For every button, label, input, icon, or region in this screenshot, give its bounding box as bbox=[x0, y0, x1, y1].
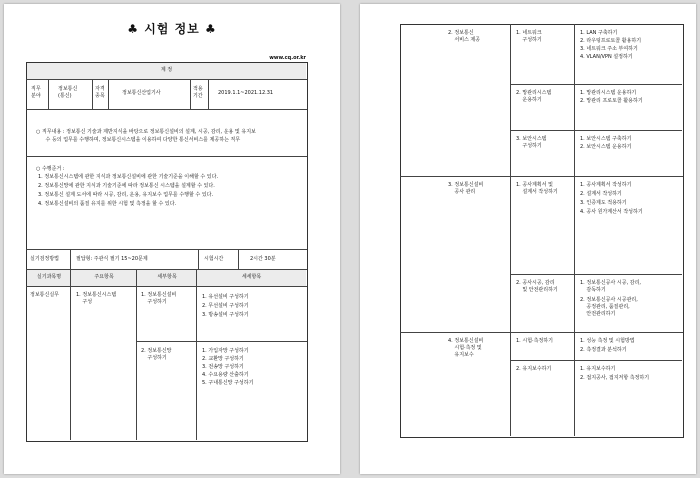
detail-item: 2. 정보통신공사 시공관리, 공정관리, 품질관리, 안전관리하기 bbox=[580, 297, 638, 317]
exam-info-table bbox=[26, 62, 308, 442]
detail-item: 1. 유지보수하기 bbox=[580, 366, 616, 372]
subject-name: 정보통신실무 bbox=[30, 292, 59, 298]
detail-item: 1. 공사계획서 작성하기 bbox=[580, 182, 632, 188]
right-page bbox=[360, 4, 696, 474]
criteria-title: ○ 수행준거 : bbox=[36, 166, 65, 172]
detail-item: 4. 공사 원가계산서 작성하기 bbox=[580, 209, 643, 215]
column-header: 세세항목 bbox=[241, 274, 262, 280]
page-title: ♣ 시험 정보 ♣ bbox=[127, 22, 217, 36]
sub-item: 1. 공사계획서 및 설계서 작성하기 bbox=[516, 182, 558, 195]
detail-item: 2. 무선설비 구성하기 bbox=[202, 303, 249, 309]
detail-item: 2. 라우팅프로토콜 활용하기 bbox=[580, 38, 642, 44]
detail-item: 3. 전송망 구성하기 bbox=[202, 364, 244, 370]
field-value: 정보통신 (통신) bbox=[58, 86, 78, 99]
exam-time-label: 시험시간 bbox=[204, 256, 224, 262]
detail-item: 1. 망관리시스템 운용하기 bbox=[580, 90, 637, 96]
sub-item: 3. 보안시스템 구성하기 bbox=[516, 136, 547, 149]
field-label: 직무 분야 bbox=[31, 86, 41, 99]
sub-item: 1. 시험·측정하기 bbox=[516, 338, 553, 344]
detail-item: 2. 교환망 구성하기 bbox=[202, 356, 244, 362]
job-summary: ○ 직무내용 : 정보통신 기술과 제반지식을 바탕으로 정보통신설비의 설계, 시공, 감리, 운용 및 유지보 수 등의 업무를 수행하며, 정보통신시스템을 이용하여 다양한 통신서비스를 제공하는 직무 bbox=[36, 129, 256, 143]
site-url: www.cq.or.kr bbox=[269, 55, 306, 61]
column-header: 주요항목 bbox=[94, 274, 114, 280]
main-item: 2. 정보통신 서비스 제공 bbox=[448, 30, 481, 43]
cert-value: 정보통신산업기사 bbox=[122, 90, 161, 96]
exam-method-label: 실기검정방법 bbox=[30, 256, 59, 262]
sub-item: 2. 정보통신망 구성하기 bbox=[141, 348, 172, 361]
detail-item: 5. 구내통신망 구성하기 bbox=[202, 380, 254, 386]
table-header: 계 정 bbox=[160, 67, 173, 73]
detail-item: 2. 보안시스템 운용하기 bbox=[580, 144, 632, 150]
detail-item: 3. 방송설비 구성하기 bbox=[202, 312, 249, 318]
detail-item: 4. VLAN/VPN 설정하기 bbox=[580, 54, 633, 60]
detail-item: 2. 망관리 프로토콜 활용하기 bbox=[580, 98, 643, 104]
detail-item: 1. LAN 구축하기 bbox=[580, 30, 618, 36]
criteria-item: 4. 정보통신설비의 품질 유지를 위한 시험 및 측정을 할 수 있다. bbox=[38, 201, 177, 207]
detail-item: 1. 가입자망 구성하기 bbox=[202, 348, 249, 354]
sub-item: 2. 공사시공, 감리 및 안전관리하기 bbox=[516, 280, 558, 293]
detail-item: 1. 정보통신공사 시공, 감리, 감독하기 bbox=[580, 280, 642, 293]
period-value: 2019.1.1~2021.12.31 bbox=[218, 90, 274, 96]
detail-item: 1. 유선설비 구성하기 bbox=[202, 294, 249, 300]
main-item: 3. 정보통신설비 공사 관리 bbox=[448, 182, 484, 195]
main-item: 4. 정보통신설비 시험·측정 및 유지보수 bbox=[448, 338, 484, 358]
detail-item: 2. 접지공사, 접지저항 측정하기 bbox=[580, 375, 650, 381]
detail-item: 3. 인증제도 적용하기 bbox=[580, 200, 627, 206]
detail-item: 3. 네트워크 주소 부여하기 bbox=[580, 46, 638, 52]
detail-item: 2. 측정결과 분석하기 bbox=[580, 347, 627, 353]
criteria-item: 1. 정보통신시스템에 관한 지식과 정보통신설비에 관한 기술기준을 이해할 수 있다. bbox=[38, 174, 219, 180]
left-page bbox=[4, 4, 340, 474]
exam-method-value: 필답형: 주관식 필기 15~20문제 bbox=[76, 256, 148, 262]
detail-item: 2. 설계서 작성하기 bbox=[580, 191, 622, 197]
criteria-item: 2. 정보통신망에 관한 지식과 기술기준에 따라 정보통신 시스템을 설계할 수 있다. bbox=[38, 183, 215, 189]
main-item: 1. 정보통신시스템 구성 bbox=[76, 292, 117, 305]
exam-time-value: 2시간 30분 bbox=[250, 256, 276, 262]
sub-item: 2. 유지보수하기 bbox=[516, 366, 552, 372]
sub-item: 1. 네트워크 구성하기 bbox=[516, 30, 542, 43]
column-header: 실기과목명 bbox=[36, 274, 62, 280]
detail-item: 1. 보안시스템 구축하기 bbox=[580, 136, 632, 142]
period-label: 적용 기간 bbox=[193, 86, 203, 99]
detail-item: 1. 성능 측정 및 시험방법 bbox=[580, 338, 635, 344]
sub-item: 2. 망관리시스템 운용하기 bbox=[516, 90, 552, 103]
detail-item: 4. 수요용량 산출하기 bbox=[202, 372, 249, 378]
criteria-item: 3. 정보통신 설계 도서에 따라 시공, 감리, 운용, 유지보수 업무를 수행할 수 있다. bbox=[38, 192, 214, 198]
column-header: 세부항목 bbox=[157, 274, 177, 280]
cert-label: 자격 종목 bbox=[95, 86, 105, 99]
sub-item: 1. 정보통신설비 구성하기 bbox=[141, 292, 177, 305]
